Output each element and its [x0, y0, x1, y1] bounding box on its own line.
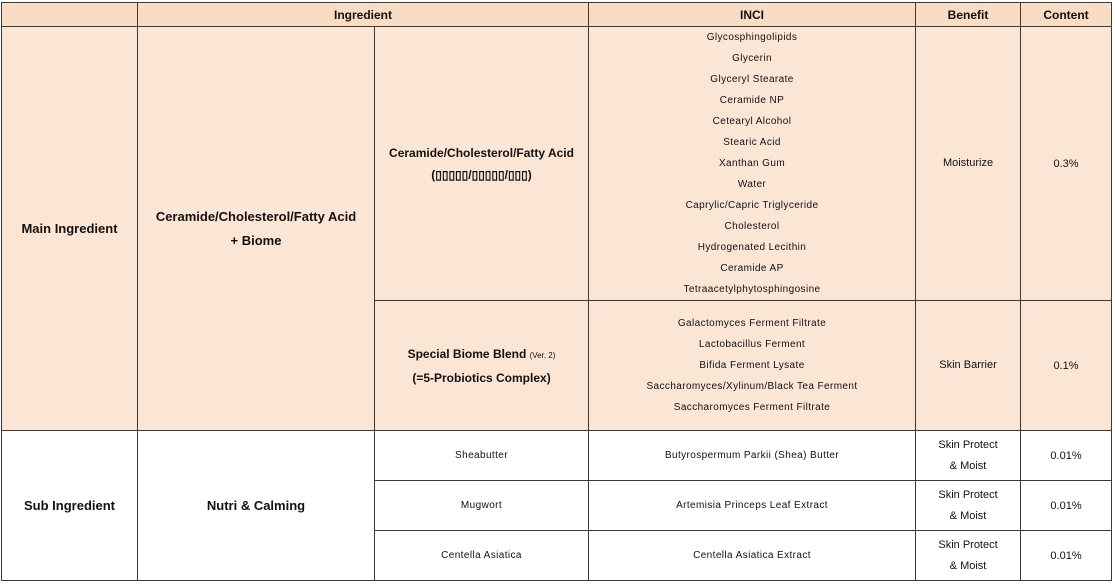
inci-item: Ceramide NP: [719, 95, 785, 106]
ingredient-name-cell: Sheabutter: [375, 431, 589, 481]
inci-item: Stearic Acid: [723, 137, 781, 148]
ingredient-name-cell: [375, 27, 589, 301]
benefit-cell: Skin Barrier: [916, 301, 1021, 431]
benefit-cell: [916, 481, 1021, 531]
inci-cell: Centella Asiatica Extract: [589, 531, 916, 581]
main-group-line1: Ceramide/Cholesterol/Fatty Acid: [155, 208, 357, 224]
header-benefit: Benefit: [916, 3, 1021, 27]
benefit-cell: Moisturize: [916, 27, 1021, 301]
inci-item: Water: [737, 179, 767, 190]
inci-item: Lactobacillus Ferment: [698, 339, 806, 350]
inci-item: Glycosphingolipids: [706, 32, 798, 43]
main-category-label: Main Ingredient: [21, 220, 118, 236]
inci-list-cell: [589, 27, 916, 301]
header-content: Content: [1021, 3, 1112, 27]
inci-item: Xanthan Gum: [718, 158, 786, 169]
ingredient-name-line1: [379, 343, 584, 367]
inci-item: Tetraacetylphytosphingosine: [683, 284, 821, 295]
benefit-line2: & Moist: [949, 459, 987, 472]
content-cell: 0.01%: [1021, 431, 1112, 481]
header-inci: INCI: [589, 3, 916, 27]
ingredient-name-cell: Centella Asiatica: [375, 531, 589, 581]
content-cell: 0.01%: [1021, 531, 1112, 581]
main-group-cell: [138, 27, 375, 431]
sub-category-cell: Sub Ingredient: [2, 431, 138, 581]
inci-list-cell: [589, 301, 916, 431]
table-row: [2, 27, 1112, 301]
benefit-cell: [916, 531, 1021, 581]
inci-item: Ceramide AP: [720, 263, 784, 274]
inci-item: Glycerin: [732, 53, 772, 64]
inci-item: Glyceryl Stearate: [710, 74, 794, 85]
inci-item: Caprylic/Capric Triglyceride: [685, 200, 819, 211]
ingredient-name-cell: Mugwort: [375, 481, 589, 531]
content-cell: 0.1%: [1021, 301, 1112, 431]
header-ingredient: Ingredient: [138, 3, 589, 27]
ingredient-name-line2: (▯▯▯▯▯/▯▯▯▯▯/▯▯▯): [431, 167, 532, 182]
inci-item: Cholesterol: [724, 221, 780, 232]
main-category-cell: [2, 27, 138, 431]
content-cell: 0.01%: [1021, 481, 1112, 531]
ingredient-name-line2: (=5-Probiotics Complex): [412, 370, 551, 385]
ingredient-name-text: Special Biome Blend: [407, 346, 527, 361]
main-group-line2: + Biome: [230, 232, 282, 248]
inci-cell: Butyrospermum Parkii (Shea) Butter: [589, 431, 916, 481]
benefit-line1: Skin Protect: [938, 538, 998, 551]
benefit-cell: [916, 431, 1021, 481]
header-blank: [2, 3, 138, 27]
inci-item: Saccharomyces Ferment Filtrate: [673, 402, 831, 413]
inci-item: Saccharomyces/Xylinum/Black Tea Ferment: [646, 381, 858, 392]
inci-cell: Artemisia Princeps Leaf Extract: [589, 481, 916, 531]
sub-group-cell: Nutri & Calming: [138, 431, 375, 581]
ingredient-name-cell: [375, 301, 589, 431]
content-cell: 0.3%: [1021, 27, 1112, 301]
ingredient-table: [1, 2, 1112, 581]
inci-item: Hydrogenated Lecithin: [697, 242, 807, 253]
benefit-line1: Skin Protect: [938, 488, 998, 501]
table-row: [2, 431, 1112, 481]
inci-item: Galactomyces Ferment Filtrate: [677, 318, 827, 329]
header-row: [2, 3, 1112, 27]
inci-item: Bifida Ferment Lysate: [699, 360, 805, 371]
benefit-line2: & Moist: [949, 559, 987, 572]
version-note: (Ver. 2): [529, 350, 556, 360]
inci-item: Cetearyl Alcohol: [712, 116, 792, 127]
ingredient-name-line1: Ceramide/Cholesterol/Fatty Acid: [389, 145, 574, 160]
benefit-line1: Skin Protect: [938, 438, 998, 451]
benefit-line2: & Moist: [949, 509, 987, 522]
